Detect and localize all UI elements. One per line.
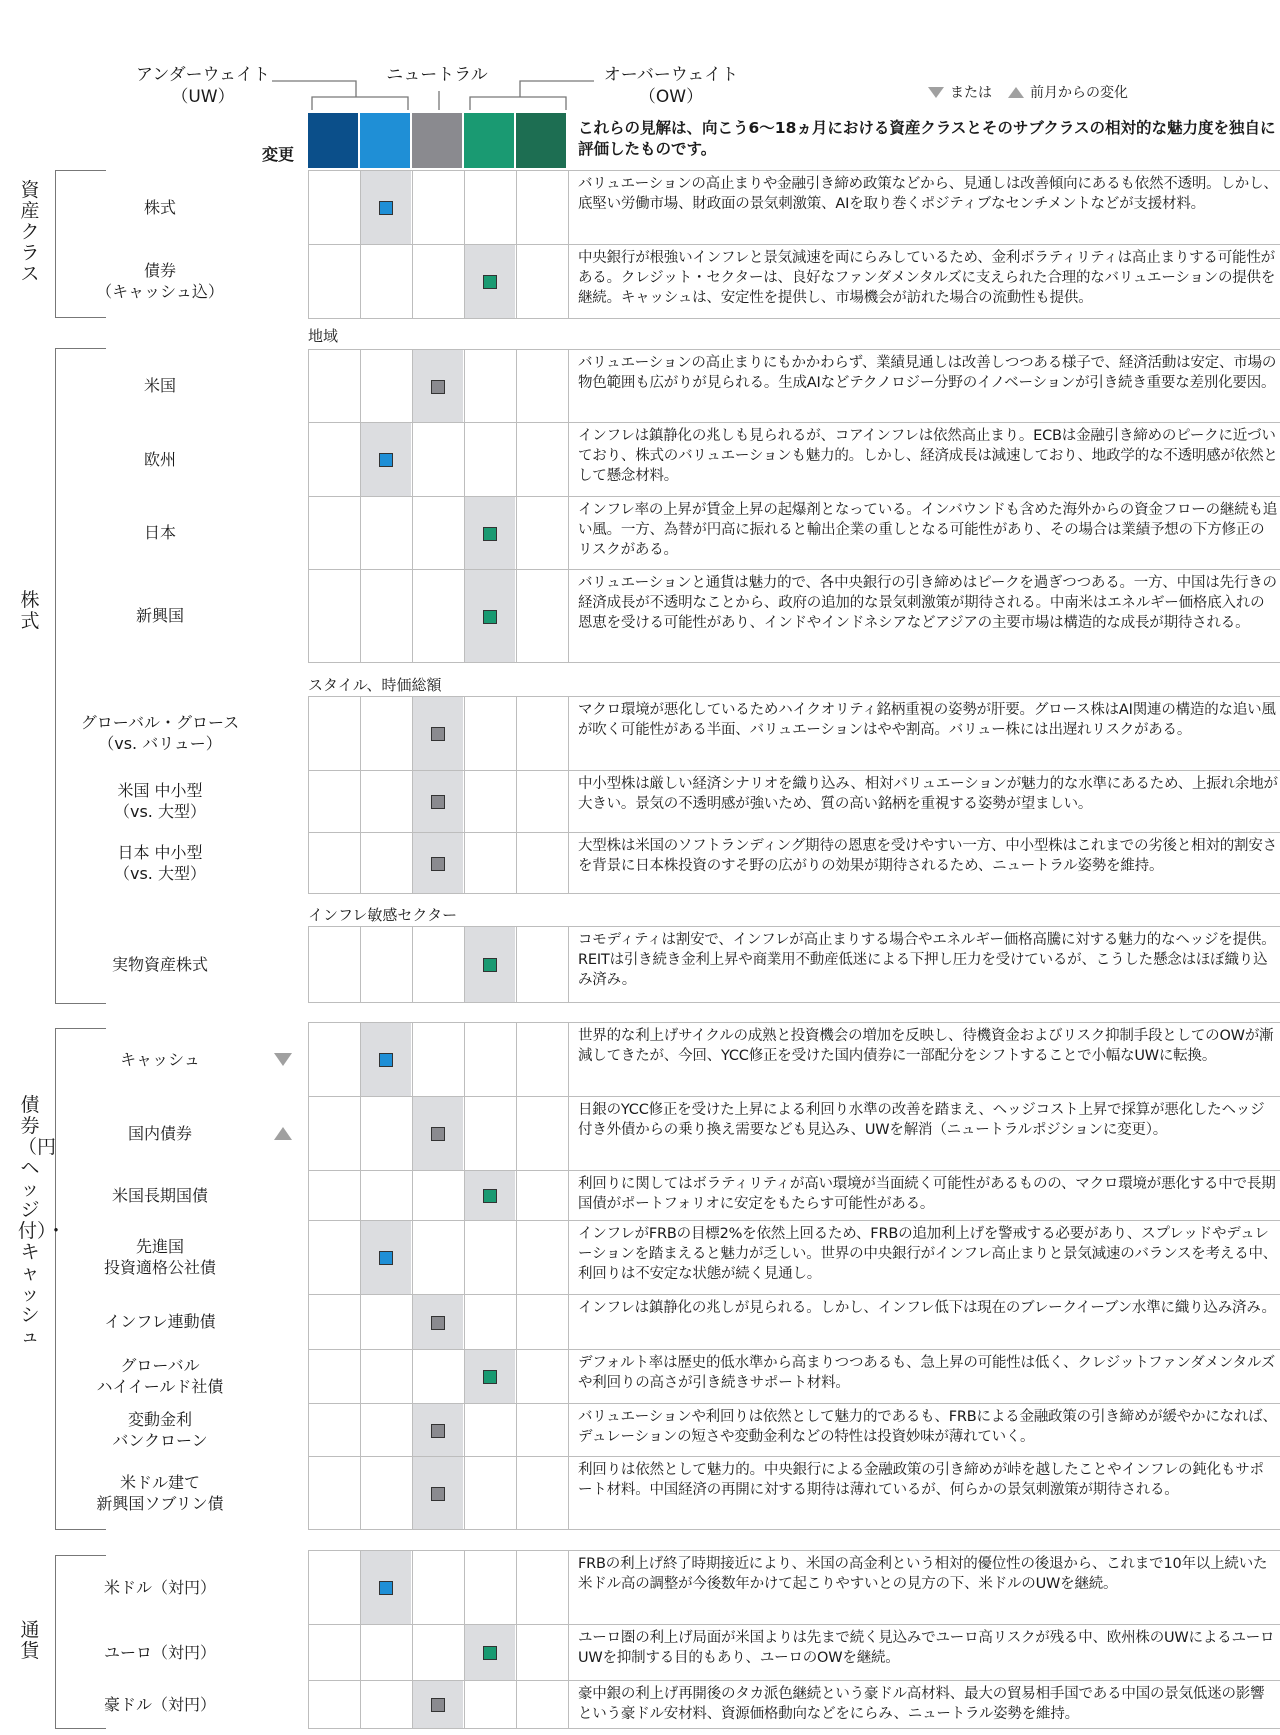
position-marker bbox=[379, 1053, 393, 1067]
triangle-up-icon bbox=[1008, 87, 1024, 98]
ow-bar bbox=[464, 113, 514, 168]
row-description: コモディティは割安で、インフレが高止まりする場合やエネルギー価格高騰に対する魅力的なヘッジを提供。REITは引き続き金利上昇や商業用不動産低迷による下押し圧力を受けているが、こうした懸念はほぼ織り込み済み。 bbox=[578, 932, 1276, 988]
position-marker bbox=[431, 1424, 445, 1438]
grid-hline bbox=[308, 1170, 1280, 1171]
uw-label: アンダーウェイト bbox=[136, 65, 270, 85]
ow-label-abbrev: （OW） bbox=[638, 87, 704, 107]
position-cell bbox=[361, 1023, 411, 1096]
grid-vline bbox=[308, 696, 309, 893]
row-label: 米国 中小型 （vs. 大型） bbox=[114, 781, 206, 821]
position-cell bbox=[413, 1457, 463, 1529]
position-cell bbox=[465, 927, 515, 1002]
intro-text: これらの見解は、向こう6～18ヵ月における資産クラスとそのサブクラスの相対的な魅力度を独自に評価したものです。 bbox=[578, 119, 1276, 158]
grid-vline bbox=[308, 926, 309, 1002]
grid-vline bbox=[308, 1022, 309, 1529]
grid-hline bbox=[308, 1728, 1280, 1729]
position-marker bbox=[431, 1698, 445, 1712]
grid-vline bbox=[464, 1022, 465, 1529]
row-label: 米国長期国債 bbox=[111, 1185, 208, 1205]
position-cell bbox=[413, 1295, 463, 1349]
position-marker bbox=[483, 1370, 497, 1384]
triangle-up-icon bbox=[274, 1127, 292, 1140]
row-description: ユーロ圏の利上げ局面が米国よりは先まで続く見込みでユーロ高リスクが残る中、欧州株のUWによるユーロUWを抑制する目的もあり、ユーロのOWを継続。 bbox=[578, 1630, 1275, 1666]
row-label: ユーロ（対円） bbox=[103, 1642, 216, 1662]
row-label: 豪ドル（対円） bbox=[103, 1694, 216, 1714]
grid-hline bbox=[308, 926, 1280, 927]
uw-label-abbrev: （UW） bbox=[171, 87, 235, 107]
position-marker bbox=[379, 1251, 393, 1265]
row-label: 先進国 投資適格公社債 bbox=[103, 1237, 216, 1277]
row-description: バリュエーションと通貨は魅力的で、各中央銀行の引き締めはピークを過ぎつつある。一方、中国は先行きの経済成長が不透明なことから、政府の追加的な景気刺激策が期待される。中南米はエネルギー価格底入れの恩恵を受ける可能性があり、インドやインドネシアなどアジアの主要市場は構造的な成長が期待される。 bbox=[578, 575, 1277, 631]
grid-vline bbox=[568, 1550, 569, 1728]
row-description: 中央銀行が根強いインフレと景気減速を両にらみしているため、金利ボラティリティは高止まりする可能性がある。クレジット・セクターは、良好なファンダメンタルズに支えられた合理的なバリュエーションの提供を継続。キャッシュは、安定性を提供し、市場機会が訪れた場合の流動性も提供。 bbox=[578, 250, 1276, 306]
uw-bar bbox=[360, 113, 410, 168]
position-cell bbox=[465, 1171, 515, 1220]
grid-vline bbox=[464, 696, 465, 893]
position-cell bbox=[413, 1404, 463, 1456]
position-cell bbox=[413, 771, 463, 832]
row-description: 大型株は米国のソフトランディング期待の恩恵を受けやすい一方、中小型株はこれまでの劣後と相対的割安さを背景に日本株投資のすそ野の広がりの効果が期待されるため、ニュートラル姿勢を維持。 bbox=[578, 838, 1277, 874]
position-cell bbox=[413, 350, 463, 422]
position-marker bbox=[379, 1581, 393, 1595]
position-marker bbox=[431, 795, 445, 809]
grid-vline bbox=[412, 926, 413, 1002]
row-label: 日本 中小型 （vs. 大型） bbox=[114, 842, 206, 883]
row-description: インフレ率の上昇が賃金上昇の起爆剤となっている。インバウンドも含めた海外からの資金フローの継続も追い風。一方、為替が円高に振れると輸出企業の重しとなる可能性があり、その場合は業績予想の下方修正のリスクがある。 bbox=[578, 502, 1278, 558]
position-cell bbox=[413, 833, 463, 893]
grid-vline bbox=[360, 349, 361, 662]
row-label: 株式 bbox=[143, 197, 176, 217]
position-marker bbox=[431, 380, 445, 394]
position-cell bbox=[361, 423, 411, 496]
grid-hline bbox=[308, 893, 1280, 894]
grid-vline bbox=[568, 926, 569, 1002]
row-label: 債券 （キャッシュ込） bbox=[96, 261, 224, 301]
ow-label: オーバーウェイト bbox=[603, 65, 739, 85]
row-description: バリュエーションの高止まりにもかかわらず、業績見通しは改善しつつある様子で、経済活動は安定、市場の物色範囲も広がりが見られる。生成AIなどテクノロジー分野のイノベーションが引き続き重要な差別化要因。 bbox=[578, 355, 1277, 391]
row-description: マクロ環境が悪化しているためハイクオリティ銘柄重視の姿勢が肝要。グロース株はAI関連の構造的な追い風が吹く可能性がある半面、バリュエーションはやや割高。バリュー株には出遅れリスクがある。 bbox=[578, 702, 1276, 738]
position-marker bbox=[431, 1316, 445, 1330]
row-label: キャッシュ bbox=[120, 1049, 200, 1069]
group-label-bonds: 債券（円ヘッジ付）・キャッシュ bbox=[18, 1094, 66, 1347]
grid-vline bbox=[516, 1022, 517, 1529]
section-label-style: スタイル、時価総額 bbox=[308, 676, 442, 694]
row-description: デフォルト率は歴史的低水準から高まりつつあるも、急上昇の可能性は低く、クレジットファンダメンタルズや利回りの高さが引き続きサポート材料。 bbox=[578, 1355, 1275, 1391]
position-cell bbox=[413, 1097, 463, 1170]
position-marker bbox=[431, 727, 445, 741]
position-marker bbox=[483, 1189, 497, 1203]
row-label: 実物資産株式 bbox=[111, 954, 208, 974]
neutral-bar bbox=[412, 113, 462, 168]
position-cell bbox=[465, 245, 515, 318]
position-cell bbox=[465, 1625, 515, 1680]
section-label-inflation: インフレ敏感セクター bbox=[308, 906, 458, 924]
grid-hline bbox=[308, 569, 1280, 570]
grid-vline bbox=[308, 1550, 309, 1728]
grid-vline bbox=[516, 349, 517, 662]
row-description: 豪中銀の利上げ再開後のタカ派色継続という豪ドル高材料、最大の貿易相手国である中国の景気低迷の影響という豪ドル安材料、資源価格動向などをにらみ、ニュートラル姿勢を維持。 bbox=[578, 1686, 1265, 1722]
grid-hline bbox=[308, 422, 1280, 423]
position-marker bbox=[431, 1127, 445, 1141]
position-cell bbox=[361, 171, 411, 244]
row-label: グローバル・グロース （vs. バリュー） bbox=[80, 713, 240, 753]
position-marker bbox=[483, 610, 497, 624]
position-marker bbox=[483, 958, 497, 972]
row-description: インフレは鎮静化の兆しも見られるが、コアインフレは依然高止まり。ECBは金融引き締めのピークに近づいており、株式のバリュエーションも魅力的。しかし、経済成長は減速しており、地政学的な不透明感が依然として懸念材料。 bbox=[578, 428, 1278, 484]
position-cell bbox=[413, 697, 463, 770]
row-description: FRBの利上げ終了時期接近により、米国の高金利という相対的優位性の後退から、これまで10年以上続いた米ドル高の調整が今後数年かけて起こりやすいとの見方の下、米ドルのUWを継続。 bbox=[578, 1556, 1268, 1592]
grid-hline bbox=[308, 1624, 1280, 1625]
position-cell bbox=[361, 1551, 411, 1624]
grid-vline bbox=[568, 1022, 569, 1529]
legend bbox=[928, 82, 1128, 102]
position-cell bbox=[413, 1681, 463, 1728]
grid-hline bbox=[308, 1349, 1280, 1350]
grid-vline bbox=[516, 1550, 517, 1728]
row-description: 中小型株は厳しい経済シナリオを織り込み、相対バリュエーションが魅力的な水準にあるため、上振れ余地が大きい。景気の不透明感が強いため、質の高い銘柄を重視する姿勢が望ましい。 bbox=[578, 776, 1278, 812]
row-description: バリュエーションや利回りは依然として魅力的であるも、FRBによる金融政策の引き締めが緩やかになれば、デュレーションの短さや変動金利などの特性は投資妙味が薄れていく。 bbox=[578, 1409, 1277, 1445]
grid-hline bbox=[308, 496, 1280, 497]
grid-hline bbox=[308, 1529, 1280, 1530]
grid-hline bbox=[308, 244, 1280, 245]
row-description: 世界的な利上げサイクルの成熟と投資機会の増加を反映し、待機資金およびリスク抑制手段としてのOWが漸減してきたが、今回、YCC修正を受けた国内債券に一部配分をシフトすることで小幅なUWに転換。 bbox=[578, 1028, 1274, 1064]
uw-strong-bar bbox=[308, 113, 358, 168]
row-description: 日銀のYCC修正を受けた上昇による利回り水準の改善を踏まえ、ヘッジコスト上昇で採算が悪化したヘッジ付き外債からの乗り換え需要なども見込み、UWを解消（ニュートラルポジションに変更）。 bbox=[578, 1102, 1265, 1138]
row-label: 米国 bbox=[143, 376, 176, 395]
grid-vline bbox=[568, 696, 569, 893]
grid-hline bbox=[308, 662, 1280, 663]
grid-hline bbox=[308, 170, 1280, 171]
grid-vline bbox=[360, 696, 361, 893]
change-column-label: 変更 bbox=[262, 145, 295, 164]
grid-hline bbox=[308, 1002, 1280, 1003]
position-marker bbox=[483, 527, 497, 541]
row-description: 利回りは依然として魅力的。中央銀行による金融政策の引き締めが峠を越したことやインフレの鈍化もサポート材料。中国経済の再開に対する期待は薄れているが、何らかの景気刺激策が期待される。 bbox=[578, 1462, 1264, 1498]
row-description: インフレは鎮静化の兆しが見られる。しかし、インフレ低下は現在のブレークイーブン水準に織り込み済み。 bbox=[578, 1300, 1276, 1316]
position-cell bbox=[465, 1350, 515, 1403]
row-label: 変動金利 バンクローン bbox=[112, 1409, 208, 1450]
grid-vline bbox=[516, 926, 517, 1002]
row-description: バリュエーションの高止まりや金融引き締め政策などから、見通しは改善傾向にあるも依然不透明。しかし、底堅い労働市場、財政面の景気刺激策、AIを取り巻くポジティブなセンチメントなどが支援材料。 bbox=[578, 176, 1278, 212]
position-cell bbox=[465, 570, 515, 662]
grid-vline bbox=[568, 349, 569, 662]
grid-hline bbox=[308, 1550, 1280, 1551]
triangle-down-icon bbox=[928, 87, 944, 98]
row-label: インフレ連動債 bbox=[104, 1312, 216, 1331]
grid-vline bbox=[308, 349, 309, 662]
position-marker bbox=[431, 857, 445, 871]
row-description: インフレがFRBの目標2%を依然上回るため、FRBの追加利上げを警戒する必要があり、スプレッドやデュレーションを踏まえると魅力が乏しい。世界の中央銀行がインフレ高止まりと景気減速のバランスを考える中、利回りは不安定な状態が続く見通し。 bbox=[578, 1226, 1278, 1282]
grid-hline bbox=[308, 318, 1280, 319]
position-cell bbox=[465, 497, 515, 569]
position-marker bbox=[483, 275, 497, 289]
group-label-equity: 株式 bbox=[20, 589, 40, 632]
position-marker bbox=[483, 1646, 497, 1660]
grid-hline bbox=[308, 1220, 1280, 1221]
group-label-asset-class: 資産クラス bbox=[20, 179, 40, 285]
position-marker bbox=[379, 201, 393, 215]
group-label-currency: 通貨 bbox=[20, 1619, 40, 1662]
row-label: 日本 bbox=[143, 523, 176, 542]
triangle-down-icon bbox=[274, 1053, 292, 1066]
legend-change-text: 前月からの変化 bbox=[1030, 85, 1128, 101]
position-cell bbox=[361, 1221, 411, 1294]
position-marker bbox=[431, 1487, 445, 1501]
row-label: 米ドル建て 新興国ソブリン債 bbox=[96, 1472, 224, 1513]
row-label: 新興国 bbox=[135, 606, 184, 625]
neutral-label: ニュートラル bbox=[386, 65, 488, 85]
row-label: 米ドル（対円） bbox=[103, 1577, 216, 1597]
section-label-region: 地域 bbox=[308, 327, 339, 345]
row-description: 利回りに関してはボラティリティが高い環境が当面続く可能性があるものの、マクロ環境が悪化する中で長期国債がポートフォリオに安定をもたらす可能性がある。 bbox=[578, 1176, 1276, 1212]
position-marker bbox=[379, 453, 393, 467]
grid-hline bbox=[308, 1022, 1280, 1023]
ow-strong-bar bbox=[516, 113, 566, 168]
row-label: グローバル ハイイールド社債 bbox=[96, 1356, 224, 1396]
row-label: 欧州 bbox=[143, 449, 176, 469]
row-label: 国内債券 bbox=[127, 1123, 192, 1143]
header-brackets bbox=[0, 0, 620, 115]
grid-vline bbox=[516, 696, 517, 893]
legend-or-text: または bbox=[950, 85, 992, 101]
grid-vline bbox=[360, 926, 361, 1002]
